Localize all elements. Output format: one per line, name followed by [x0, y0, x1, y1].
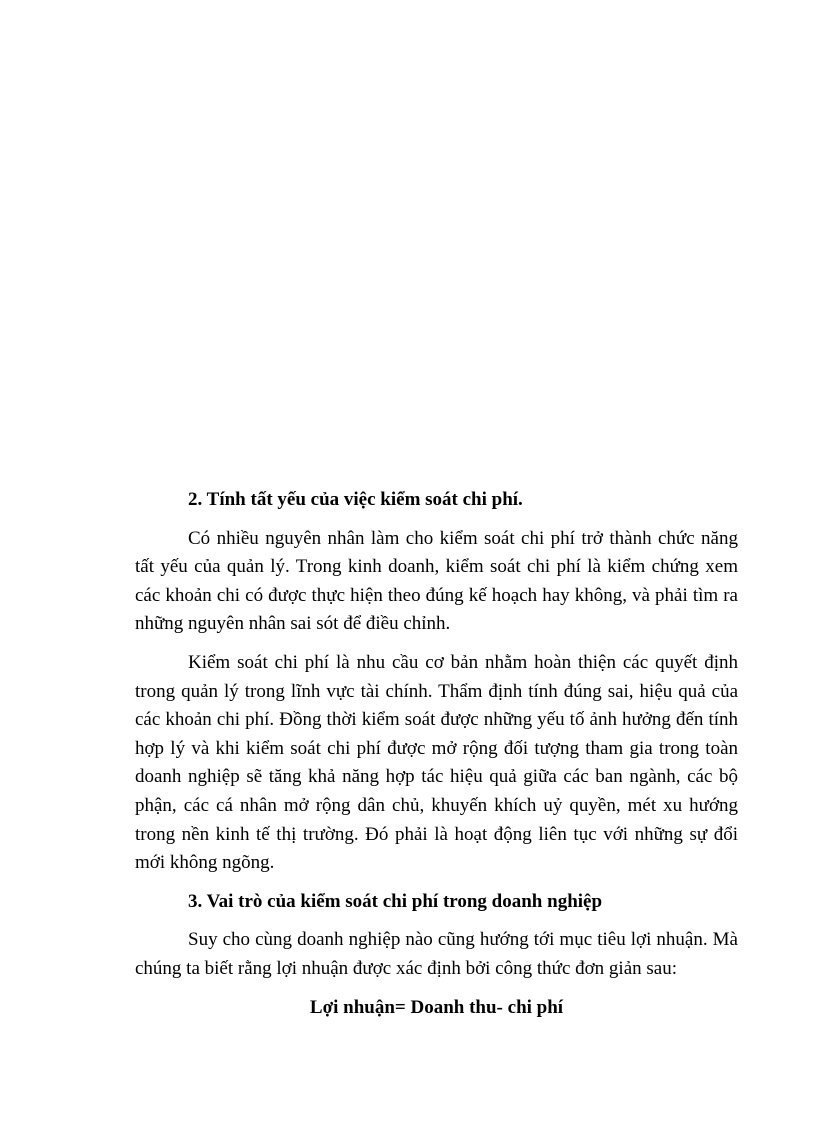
section-3-paragraph: Suy cho cùng doanh nghiệp nào cũng hướng tới mục tiêu lợi nhuận. Mà chúng ta biết rằng lợi nhuận được xác định bởi công thức đơn giản sau: [135, 929, 738, 979]
section-3-heading: 3. Vai trò của kiểm soát chi phí trong doanh nghiệp [188, 890, 603, 912]
section-2-paragraph-1: Có nhiều nguyên nhân làm cho kiểm soát chi phí trở thành chức năng tất yếu của quản lý. Trong kinh doanh, kiểm soát chi phí là kiểm chứng xem các khoản chi có được thực hiện theo đúng kế hoạch hay không, và phải tìm ra những nguyên nhân sai sót để điều chỉnh. [135, 527, 738, 635]
profit-formula: Lợi nhuận= Doanh thu- chi phí [309, 996, 564, 1018]
document-body [135, 486, 738, 1022]
section-2-paragraph-2: Kiểm soát chi phí là nhu cầu cơ bản nhằm hoàn thiện các quyết định trong quản lý trong lĩnh vực tài chính. Thẩm định tính đúng sai, hiệu quả của các khoản chi phí. Đồng thời kiểm soát được những yếu tố ảnh hưởng đến tính hợp lý và khi kiểm soát chi phí được mở rộng đối tượng tham gia trong toàn doanh nghiệp sẽ tăng khả năng hợp tác hiệu quả giữa các ban ngành, các bộ phận, các cá nhân mở rộng dân chủ, khuyến khích uỷ quyền, mét xu hướng trong nền kinh tế thị trường. Đó phải là hoạt động liên tục với những sự đổi mới không ngõng. [135, 651, 738, 874]
section-2-heading: 2. Tính tất yếu của việc kiểm soát chi phí. [188, 489, 523, 510]
